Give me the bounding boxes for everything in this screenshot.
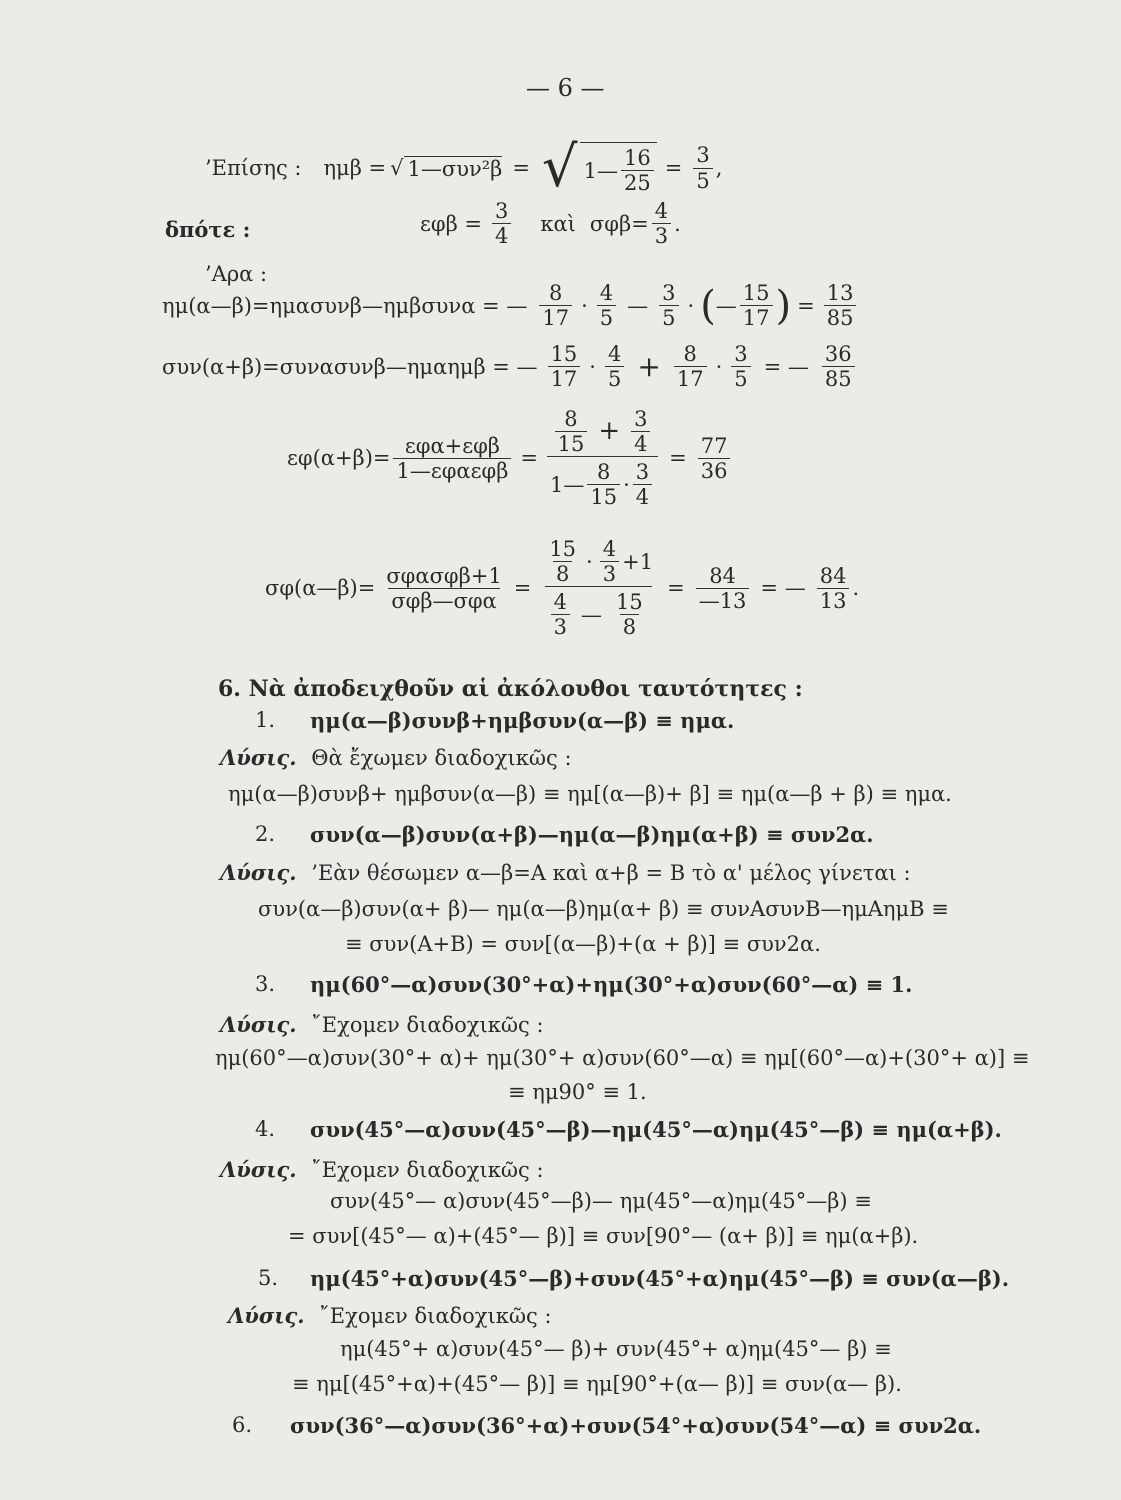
- sqrt-symbol-large: √: [541, 135, 578, 200]
- opote-label: δπότε :: [165, 217, 251, 242]
- numerator: 15: [550, 342, 578, 366]
- fraction-3-4: [492, 200, 511, 247]
- proof-line: ≡ ημ90° ≡ 1.: [508, 1080, 647, 1104]
- equation-sin-diff: [162, 282, 859, 329]
- denominator: σφβ—σφα: [388, 588, 499, 612]
- numerator: 13: [826, 281, 854, 305]
- fraction: [674, 343, 707, 390]
- denominator: 36: [698, 458, 731, 482]
- identity-statement: ημ(α—β)συνβ+ημβσυν(α—β) ≡ ημα.: [310, 708, 735, 733]
- numerator: 3: [696, 143, 710, 168]
- denominator: 4: [633, 484, 652, 508]
- identity-statement: συν(36°—α)συν(36°+α)+συν(54°+α)συν(54°—α) ≡ συν2α.: [290, 1413, 982, 1438]
- fraction-16-25: [621, 147, 654, 194]
- lhs: σφ(α—β)=: [265, 576, 376, 601]
- numerator: 15: [742, 281, 770, 305]
- solution-intro: ’Εὰν θέσωμεν α—β=Α καὶ α+β = Β τὸ α' μέλος γίνεται :: [311, 861, 911, 885]
- numerator: 3: [495, 199, 509, 223]
- plus: +: [598, 415, 621, 446]
- denominator: 5: [597, 305, 616, 329]
- minus: —: [715, 293, 737, 318]
- equals: =: [513, 576, 532, 601]
- numerator: 4: [553, 590, 568, 615]
- dot: ·: [687, 293, 695, 318]
- solution-row: [220, 745, 572, 770]
- denominator: 3: [652, 223, 671, 247]
- numerator: σφασφβ+1: [386, 563, 502, 588]
- dot: ·: [715, 354, 723, 379]
- equation-tan-sum: [287, 408, 733, 508]
- proof-line: ημ(α—β)συνβ+ ημβσυν(α—β) ≡ ημ[(α—β)+ β] ≡ ημ(α—β + β) ≡ ημα.: [228, 782, 952, 806]
- solution-label: Λύσις.: [220, 860, 297, 885]
- solution-label: Λύσις.: [228, 1303, 305, 1328]
- sfb-lhs: σφβ=: [589, 211, 649, 236]
- solution-row: [220, 1157, 544, 1182]
- numerator: 3: [662, 281, 676, 305]
- equals: =: [512, 156, 530, 180]
- ara-label: ’Αρα :: [205, 262, 268, 286]
- identity-statement: συν(45°—α)συν(45°—β)—ημ(45°—α)ημ(45°—β) ≡ ημ(α+β).: [310, 1117, 1002, 1142]
- numerator: 4: [607, 342, 622, 366]
- item-number: 4.: [255, 1117, 276, 1141]
- equals: =: [664, 156, 683, 180]
- plus: +: [637, 350, 661, 384]
- numerator: 15: [549, 537, 577, 561]
- solution-row: [220, 860, 911, 885]
- solution-row: [228, 1303, 552, 1328]
- denominator: 85: [824, 305, 857, 329]
- equals: = —: [763, 354, 809, 379]
- fraction: [600, 538, 619, 585]
- page-number: — 6 —: [526, 74, 605, 102]
- fraction: [631, 408, 650, 455]
- sqrt-expr: 1—συν²β: [404, 156, 503, 181]
- left-paren: (: [700, 282, 716, 329]
- denominator: 3: [551, 614, 570, 638]
- kai-word: καὶ: [540, 211, 576, 236]
- radicand-one: 1—: [583, 158, 618, 183]
- efb-lhs: εφβ =: [420, 211, 482, 236]
- denominator: 13: [817, 588, 850, 612]
- episis-label: ’Επίσης :: [205, 156, 302, 180]
- denominator: —13: [696, 588, 750, 612]
- period: .: [674, 211, 681, 236]
- equals: =: [667, 576, 685, 601]
- fraction: [551, 591, 570, 638]
- period: .: [852, 576, 860, 601]
- proof-line: ημ(45°+ α)συν(45°— β)+ συν(45°+ α)ημ(45°— β) ≡: [340, 1337, 892, 1361]
- equals: =: [669, 446, 687, 471]
- dot: ·: [586, 549, 593, 574]
- equation-cot-diff: [265, 538, 859, 638]
- denominator: 1—εφαεφβ: [393, 458, 511, 482]
- denominator: 15: [587, 484, 620, 508]
- denominator: 4: [631, 431, 650, 455]
- denominator: 17: [740, 305, 773, 329]
- sqrt-radicand: [580, 142, 657, 194]
- numerator: εφα+εφβ: [404, 433, 500, 458]
- denominator: 8: [620, 614, 639, 638]
- minus: —: [627, 293, 649, 318]
- item-number: 6.: [232, 1413, 253, 1437]
- fraction: [587, 461, 620, 508]
- dot: ·: [589, 354, 596, 379]
- proof-line: συν(45°— α)συν(45°—β)— ημ(45°—α)ημ(45°—β) ≡: [330, 1189, 872, 1213]
- episis-lhs: ημβ =: [323, 156, 387, 180]
- fraction-formula: [393, 435, 511, 482]
- denominator: 3: [600, 561, 619, 585]
- denominator: 85: [822, 366, 855, 390]
- denominator: 17: [674, 366, 707, 390]
- dot: ·: [623, 472, 630, 497]
- proof-line: συν(α—β)συν(α+ β)— ημ(α—β)ημ(α+ β) ≡ συνΑσυνΒ—ημΑημΒ ≡: [258, 897, 949, 921]
- fraction: [605, 343, 624, 390]
- identity-statement: συν(α—β)συν(α+β)—ημ(α—β)ημ(α+β) ≡ συν2α.: [310, 822, 874, 847]
- denominator: 15: [555, 431, 588, 455]
- denominator: 8: [553, 561, 572, 585]
- right-paren: ): [775, 282, 792, 329]
- identity-statement: ημ(45°+α)συν(45°—β)+συν(45°+α)ημ(45°—β) ≡ συν(α—β).: [310, 1266, 1010, 1291]
- numerator: 8: [597, 460, 611, 485]
- item-number: 3.: [255, 972, 276, 996]
- fraction-result: [817, 565, 850, 612]
- proof-line: ≡ ημ[(45°+α)+(45°— β)] ≡ ημ[90°+(α— β)] ≡ συν(α— β).: [292, 1372, 902, 1396]
- item-number: 2.: [255, 822, 276, 846]
- numerator: 3: [634, 407, 648, 431]
- compound-fraction: [547, 408, 658, 508]
- proof-line: ≡ συν(Α+Β) = συν[(α—β)+(α + β)] ≡ συν2α.: [345, 932, 821, 956]
- compound-numerator: [549, 408, 657, 456]
- fraction: [539, 282, 572, 329]
- fraction-formula: [383, 565, 504, 612]
- fraction: [659, 282, 678, 329]
- compound-fraction: [540, 538, 656, 638]
- solution-row: [220, 1012, 544, 1037]
- minus: —: [581, 602, 603, 627]
- section-heading: 6. Νὰ ἀποδειχθοῦν αἱ ἀκόλουθοι ταυτότητες :: [218, 676, 803, 702]
- numerator: 4: [602, 537, 617, 561]
- proof-line: = συν[(45°— α)+(45°— β)] ≡ συν[90°— (α+ β)] ≡ ημ(α+β).: [288, 1224, 919, 1248]
- compound-denominator: [547, 456, 658, 508]
- fraction: [548, 343, 581, 390]
- fraction: [633, 461, 652, 508]
- solution-label: Λύσις.: [220, 1012, 297, 1037]
- denominator: 5: [659, 305, 678, 329]
- fraction-result: [824, 282, 857, 329]
- compound-numerator: [540, 538, 656, 586]
- comma: ,: [715, 156, 723, 180]
- denominator: 17: [548, 366, 581, 390]
- fraction: [597, 282, 616, 329]
- fraction-4-3: [652, 200, 671, 247]
- numerator: 3: [635, 460, 650, 485]
- numerator: 4: [599, 281, 614, 305]
- fraction-result: [822, 343, 855, 390]
- proof-line: ημ(60°—α)συν(30°+ α)+ ημ(30°+ α)συν(60°—α) ≡ ημ[(60°—α)+(30°+ α)] ≡: [215, 1046, 1030, 1070]
- equation-cos-sum: [162, 343, 858, 390]
- item-number: 5.: [258, 1266, 279, 1290]
- fraction: [613, 591, 646, 638]
- denominator: 5: [731, 366, 750, 390]
- fraction-result: [698, 435, 731, 482]
- solution-intro: ῎Εχομεν διαδοχικῶς :: [319, 1304, 552, 1328]
- numerator: 84: [819, 563, 847, 588]
- denominator: 5: [693, 168, 712, 192]
- solution-label: Λύσις.: [220, 745, 297, 770]
- denominator: 4: [492, 223, 511, 247]
- solution-label: Λύσις.: [220, 1157, 297, 1182]
- item-number: 1.: [255, 708, 276, 732]
- solution-intro: Θὰ ἔχωμεν διαδοχικῶς :: [311, 746, 572, 770]
- plus-one: +1: [622, 549, 654, 574]
- lhs: εφ(α+β)=: [287, 446, 391, 471]
- sqrt-symbol: √: [390, 156, 404, 180]
- opote-line: [420, 200, 681, 247]
- equals: = —: [760, 576, 806, 601]
- solution-intro: ῎Εχομεν διαδοχικῶς :: [311, 1013, 544, 1037]
- lhs: συν(α+β)=συνασυνβ—ημαημβ = —: [162, 354, 538, 379]
- fraction: [731, 343, 750, 390]
- identity-statement: ημ(60°—α)συν(30°+α)+ημ(30°+α)συν(60°—α) ≡ 1.: [310, 972, 913, 997]
- denominator: 17: [539, 305, 572, 329]
- numerator: 3: [734, 342, 748, 366]
- numerator: 84: [709, 563, 736, 588]
- numerator: 77: [700, 433, 728, 458]
- fraction: [546, 538, 579, 585]
- fraction: [555, 408, 588, 455]
- numerator: 8: [549, 281, 563, 305]
- dot: ·: [581, 293, 588, 318]
- numerator: 8: [564, 407, 578, 431]
- lhs: ημ(α—β)=ημασυνβ—ημβσυνα = —: [162, 293, 528, 318]
- numerator: 8: [683, 342, 697, 366]
- fraction: [740, 282, 773, 329]
- numerator: 15: [616, 590, 643, 615]
- equals: =: [797, 293, 815, 318]
- episis-line: [205, 135, 723, 200]
- numerator: 36: [824, 342, 852, 366]
- denominator: 25: [621, 170, 654, 194]
- compound-denominator: [545, 586, 652, 638]
- fraction-3-5: [693, 144, 712, 191]
- equals: =: [520, 446, 538, 471]
- numerator: 4: [654, 199, 669, 223]
- denominator: 5: [605, 366, 624, 390]
- one-minus: 1—: [549, 472, 585, 497]
- numerator: 16: [623, 145, 651, 170]
- fraction-mid: [696, 565, 750, 612]
- solution-intro: ῎Εχομεν διαδοχικῶς :: [311, 1158, 544, 1182]
